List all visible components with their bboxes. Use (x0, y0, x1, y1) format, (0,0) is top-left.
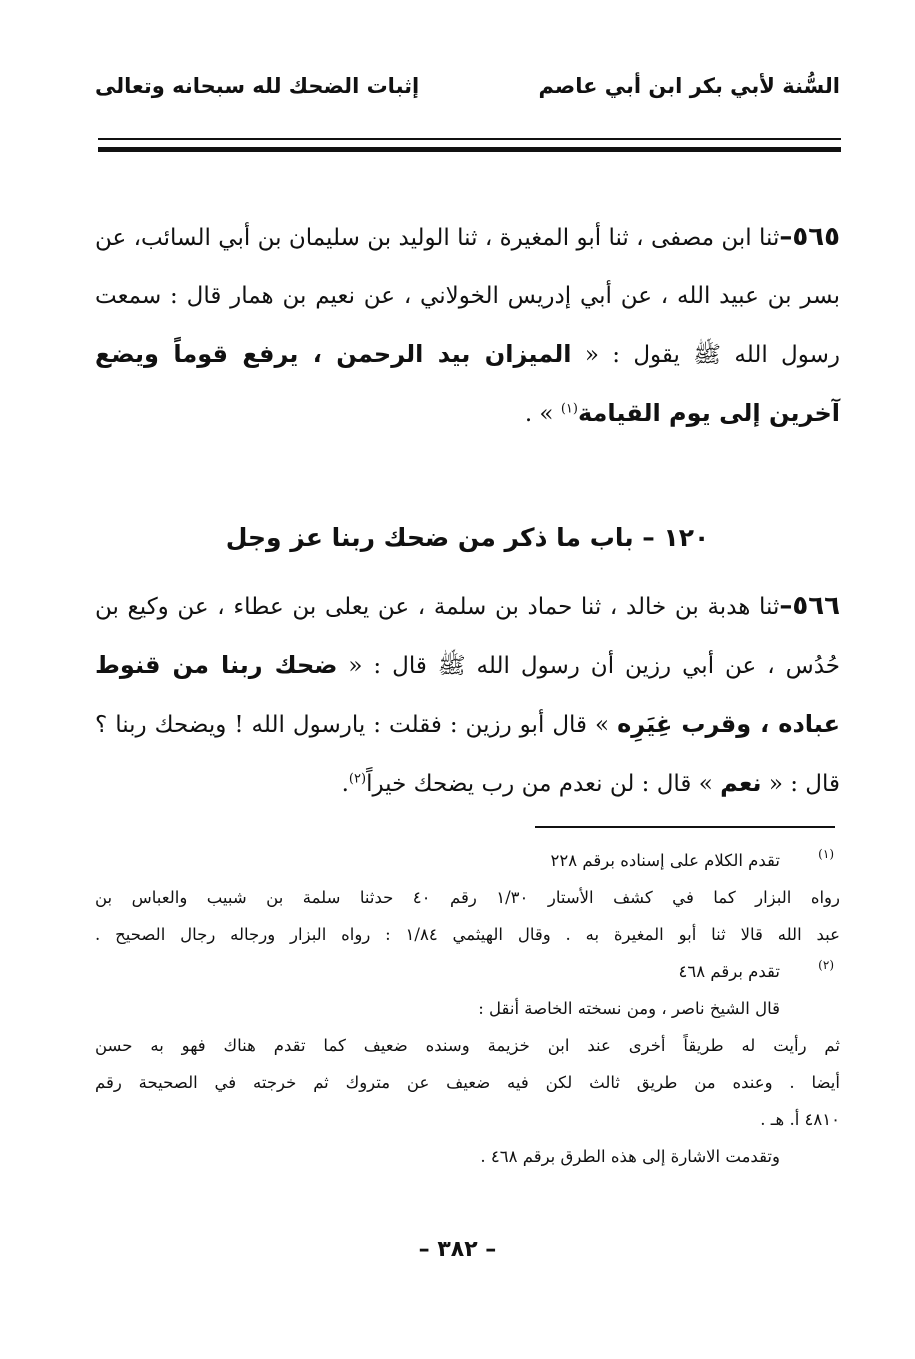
chapter-heading: ١٢٠ – باب ما ذكر من ضحك ربنا عز وجل (225, 523, 710, 552)
footnote-line: عبد الله قالا ثنا أبو المغيرة به . وقال الهيثمي ١/٨٤ : رواه البزار ورجاله رجال الصحيح . (95, 925, 840, 944)
running-header (95, 70, 840, 110)
hadith-matn-answer: نعم (720, 769, 762, 797)
footnote-line: رواه البزار كما في كشف الأستار ١/٣٠ رقم ٤٠ حدثنا سلمة بن شبيب والعباس بن (95, 888, 840, 907)
footnote-1 (95, 842, 840, 953)
hadith-565 (95, 208, 840, 443)
footnote-line: تقدم الكلام على إسناده برقم ٢٢٨ (550, 851, 780, 870)
footnote-line: ثم رأيت له طريقاً أخرى عند ابن خزيمة وسنده ضعيف كما تقدم هناك فهو به حسن (95, 1036, 840, 1055)
page-number: – ٣٨٢ – (418, 1237, 497, 1262)
footnote-ref: (١) (560, 401, 578, 417)
hadith-end: » . (524, 401, 561, 427)
hadith-isnad: ثنا هدبة بن خالد ، ثنا حماد بن سلمة ، عن يعلى بن عطاء ، عن وكيع بن حُدُس ، عن أبي رزين أن رسول الله ﷺ قال : « (95, 594, 840, 679)
footnote-separator (535, 826, 835, 828)
hadith-number: ٥٦٥– (779, 222, 840, 252)
footnote-2 (95, 953, 840, 1175)
header-chapter-title: إثبات الضحك لله سبحانه وتعالى (95, 74, 420, 98)
header-book-title: السُّنة لأبي بكر ابن أبي عاصم (538, 74, 840, 98)
hadith-isnad: ثنا ابن مصفى ، ثنا أبو المغيرة ، ثنا الوليد بن سليمان بن أبي السائب، عن بسر بن عبيد الله ، عن أبي إدريس الخولاني ، عن نعيم بن همار قال : سمعت رسول الله ﷺ يقول : « (95, 225, 841, 368)
footnotes (95, 842, 840, 1175)
header-rule-thin (98, 138, 841, 140)
hadith-number: ٥٦٦– (779, 591, 840, 621)
footnote-line: ٤٨١٠ أ. هـ . (760, 1110, 840, 1129)
footnote-line: وتقدمت الاشارة إلى هذه الطرق برقم ٤٦٨ . (480, 1147, 780, 1166)
footnote-marker: (١) (818, 847, 834, 861)
hadith-matn: الميزان بيد الرحمن ، يرفع قوماً ويضع آخرين إلى يوم القيامة (95, 340, 840, 427)
footnote-line: أيضا . وعنده من طريق ثالث لكن فيه ضعيف عن متروك ثم خرجته في الصحيحة رقم (95, 1073, 840, 1092)
footnote-line: قال الشيخ ناصر ، ومن نسخته الخاصة أنقل : (478, 999, 780, 1018)
hadith-text-end: » قال : لن نعدم من رب يضحك خيراً (366, 771, 721, 797)
hadith-matn: ضحك ربنا من قنوط عباده ، وقرب غِيَرِه (95, 651, 840, 738)
hadith-text: » قال أبو رزين : فقلت : يارسول الله ! ويضحك ربنا ؟ قال : « (95, 712, 840, 797)
footnote-ref: (٢) (348, 771, 367, 787)
footnote-marker: (٢) (818, 958, 834, 972)
header-rule-thick (98, 147, 841, 152)
hadith-end: . (341, 771, 349, 797)
footnote-line: تقدم برقم ٤٦٨ (678, 962, 780, 981)
hadith-566 (95, 577, 840, 813)
